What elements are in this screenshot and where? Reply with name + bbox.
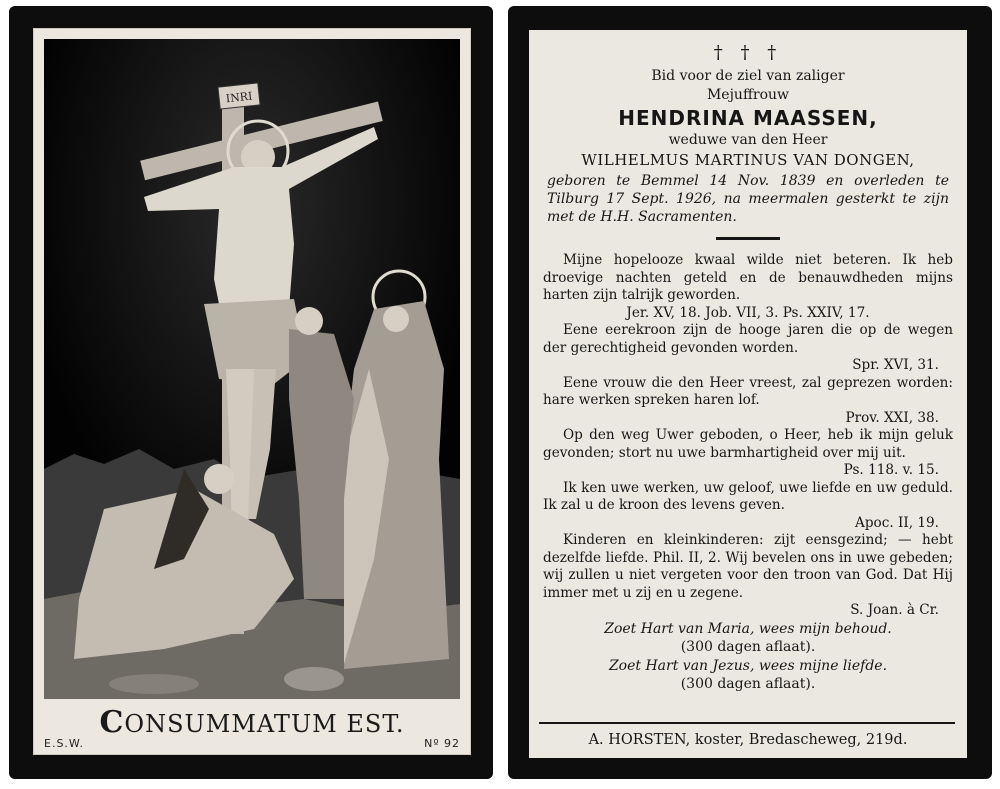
husband-name: WILHELMUS MARTINUS VAN DONGEN,	[581, 151, 915, 169]
publisher-mark: E.S.W.	[44, 737, 85, 750]
crucifixion-image	[44, 39, 460, 699]
caption-initial: C	[99, 705, 125, 740]
left-card-frame	[33, 28, 471, 755]
right-card	[508, 6, 992, 779]
inri-inscription: INRI	[225, 89, 254, 106]
caption-consummatum-est	[34, 705, 470, 740]
memorial-text	[543, 42, 953, 694]
left-card	[9, 6, 493, 779]
verse-6-reference: S. Joan. à Cr.	[850, 602, 939, 618]
printer-footer: A. HORSTEN, koster, Bredascheweg, 219d.	[588, 732, 908, 748]
indulgence-1-prayer: Zoet Hart van Maria, wees mijn behoud.	[604, 620, 892, 637]
indulgence-2-prayer: Zoet Hart van Jezus, wees mijne liefde.	[608, 657, 888, 674]
indulgence-2-days: (300 dagen aflaat).	[680, 675, 816, 692]
birth-death-text: geboren te Bemmel 14 Nov. 1839 en overleden te Tilburg 17 Sept. 1926, na meermalen gesterkt te zijn met de H.H. Sacramenten.	[547, 173, 949, 225]
caption-text: ONSUMMATUM EST.	[124, 710, 405, 738]
indulgence-1-days: (300 dagen aflaat).	[680, 638, 816, 655]
short-divider	[716, 237, 780, 240]
verse-1-reference: Jer. XV, 18. Job. VII, 3. Ps. XXIV, 17.	[626, 304, 870, 321]
intro-line: Bid voor de ziel van zaliger	[651, 68, 845, 84]
verse-3: Eene vrouw die den Heer vreest, zal geprezen worden: hare werken spreken haren lof.	[543, 374, 953, 408]
crucifixion-illustration	[44, 39, 460, 699]
footer-divider	[539, 722, 955, 724]
plate-number: Nº 92	[424, 737, 460, 750]
verse-4-reference: Ps. 118. v. 15.	[843, 462, 939, 478]
verse-2: Eene eerekroon zijn de hooge jaren die op de wegen der gerechtigheid gevonden worden.	[543, 322, 953, 356]
verse-2-reference: Spr. XVI, 31.	[852, 357, 939, 373]
verse-4: Op den weg Uwer geboden, o Heer, heb ik mijn geluk gevonden; stort nu uwe barmhartigheid over mij uit.	[543, 427, 953, 461]
verse-1: Mijne hopelooze kwaal wilde niet beteren. Ik heb droevige nachten geteld en de benauwdheden mijns harten zijn talrijk geworden.	[543, 252, 953, 303]
three-crosses: † † †	[713, 42, 783, 63]
relation-line: weduwe van den Heer	[668, 132, 828, 148]
verse-5: Ik ken uwe werken, uw geloof, uwe liefde en uw geduld. Ik zal u de kroon des levens geven.	[543, 479, 953, 513]
verse-3-reference: Prov. XXI, 38.	[845, 409, 939, 426]
verse-6: Kinderen en kleinkinderen: zijt eensgezind; — hebt dezelfde liefde. Phil. II, 2. Wij bevelen ons in uwe gebeden; wij zullen u niet vergeten voor den troon van God. Dat Hij immer met u zij en u zegene.	[543, 532, 953, 601]
right-card-frame	[529, 30, 967, 758]
deceased-name: HENDRINA MAASSEN,	[618, 106, 878, 130]
verse-5-reference: Apoc. II, 19.	[855, 514, 939, 531]
title-line: Mejuffrouw	[706, 87, 790, 103]
